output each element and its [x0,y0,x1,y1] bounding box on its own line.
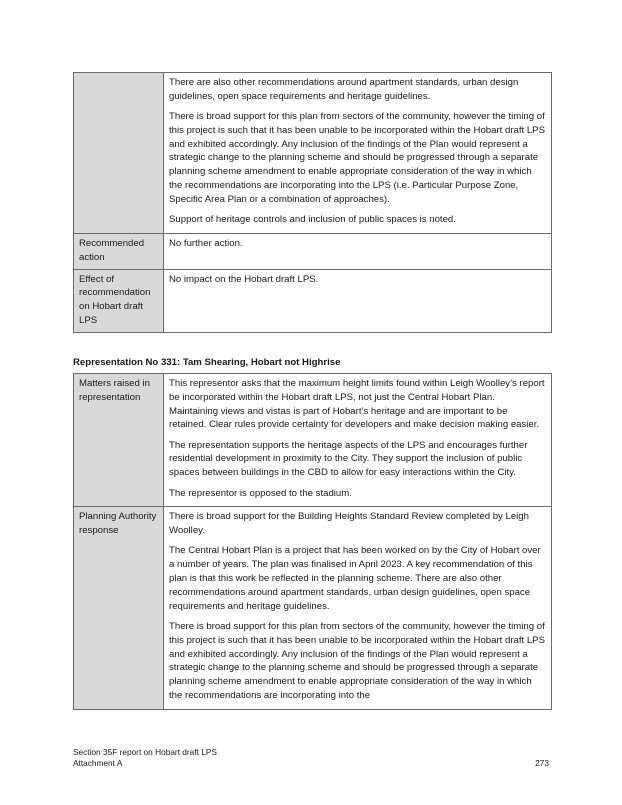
footer-attachment: Attachment A [73,758,123,768]
paragraph: No further action. [169,237,243,249]
paragraph: The representor is opposed to the stadium. [169,487,352,499]
table-row [74,233,552,269]
row-content [164,233,552,269]
paragraph: There is broad support for this plan from sectors of the community, however the timing of this project is such that it has been unable to be incorporated within the Hobart draft LPS and exhibited accordingly. Any inclusion of the findings of the Plan would represent a strategic change to the planning scheme and should be progressed through a separate planning scheme amendment to enable appropriate consideration of the way in which the recommendations are incorporating into the LPS (i.e. Particular Purpose Zone, Specific Area Plan or a combination of approaches). [169,111,545,205]
paragraph: There is broad support for the Building Heights Standard Review completed by Leigh Woolley. [169,511,529,537]
row-label [74,73,164,234]
row-content [164,73,552,234]
paragraph: There are also other recommendations around apartment standards, urban design guidelines, open space requirements and heritage guidelines. [169,77,519,102]
row-content [164,374,552,507]
row-label: Planning Authority response [74,507,164,709]
paragraph: This representor asks that the maximum height limits found within Leigh Woolley’s report be incorporated within the Hobart draft LPS, not just the Central Hobart Plan. Maintaining views and vistas is part of Hobart’s heritage and are important to be retained. Clear rules provide certainty for developers and make decision making easier. [169,378,545,431]
table-row [74,269,552,332]
footer-report-title: Section 35F report on Hobart draft LPS [73,747,217,757]
representation-table-331 [73,373,552,710]
row-label: Effect of recommendation on Hobart draft LPS [74,269,164,332]
table-row [74,507,552,709]
table-row [74,374,552,507]
paragraph: The representation supports the heritage aspects of the LPS and encourages further residential development in proximity to the City. They support the inclusion of public spaces between buildings in the CBD to allow for easy interactions within the City. [169,439,528,479]
paragraph: Support of heritage controls and inclusion of public spaces is noted. [169,214,456,226]
page-number: 273 [535,758,549,768]
row-label: Matters raised in representation [74,374,164,507]
representation-heading: Representation No 331: Tam Shearing, Hobart not Highrise [73,357,341,368]
row-content [164,269,552,332]
row-label: Recommended action [74,233,164,269]
representation-table-continued [73,72,552,333]
paragraph: No impact on the Hobart draft LPS. [169,273,319,285]
row-content [164,507,552,709]
table-row [74,73,552,234]
paragraph: There is broad support for this plan from sectors of the community, however the timing of this project is such that it has been unable to be incorporated within the Hobart draft LPS and exhibited accordingly. Any inclusion of the findings of the Plan would represent a strategic change to the planning scheme and should be progressed through a separate planning scheme amendment to enable appropriate consideration of the way in which the recommendations are incorporating into the [169,620,545,701]
paragraph: The Central Hobart Plan is a project that has been worked on by the City of Hobart over a number of years. The plan was finalised in April 2023. A key recommendation of this plan is that this work be reflected in the planning scheme. There are also other recommendations around apartment standards, urban design guidelines, open space requirements and heritage guidelines. [169,545,541,612]
